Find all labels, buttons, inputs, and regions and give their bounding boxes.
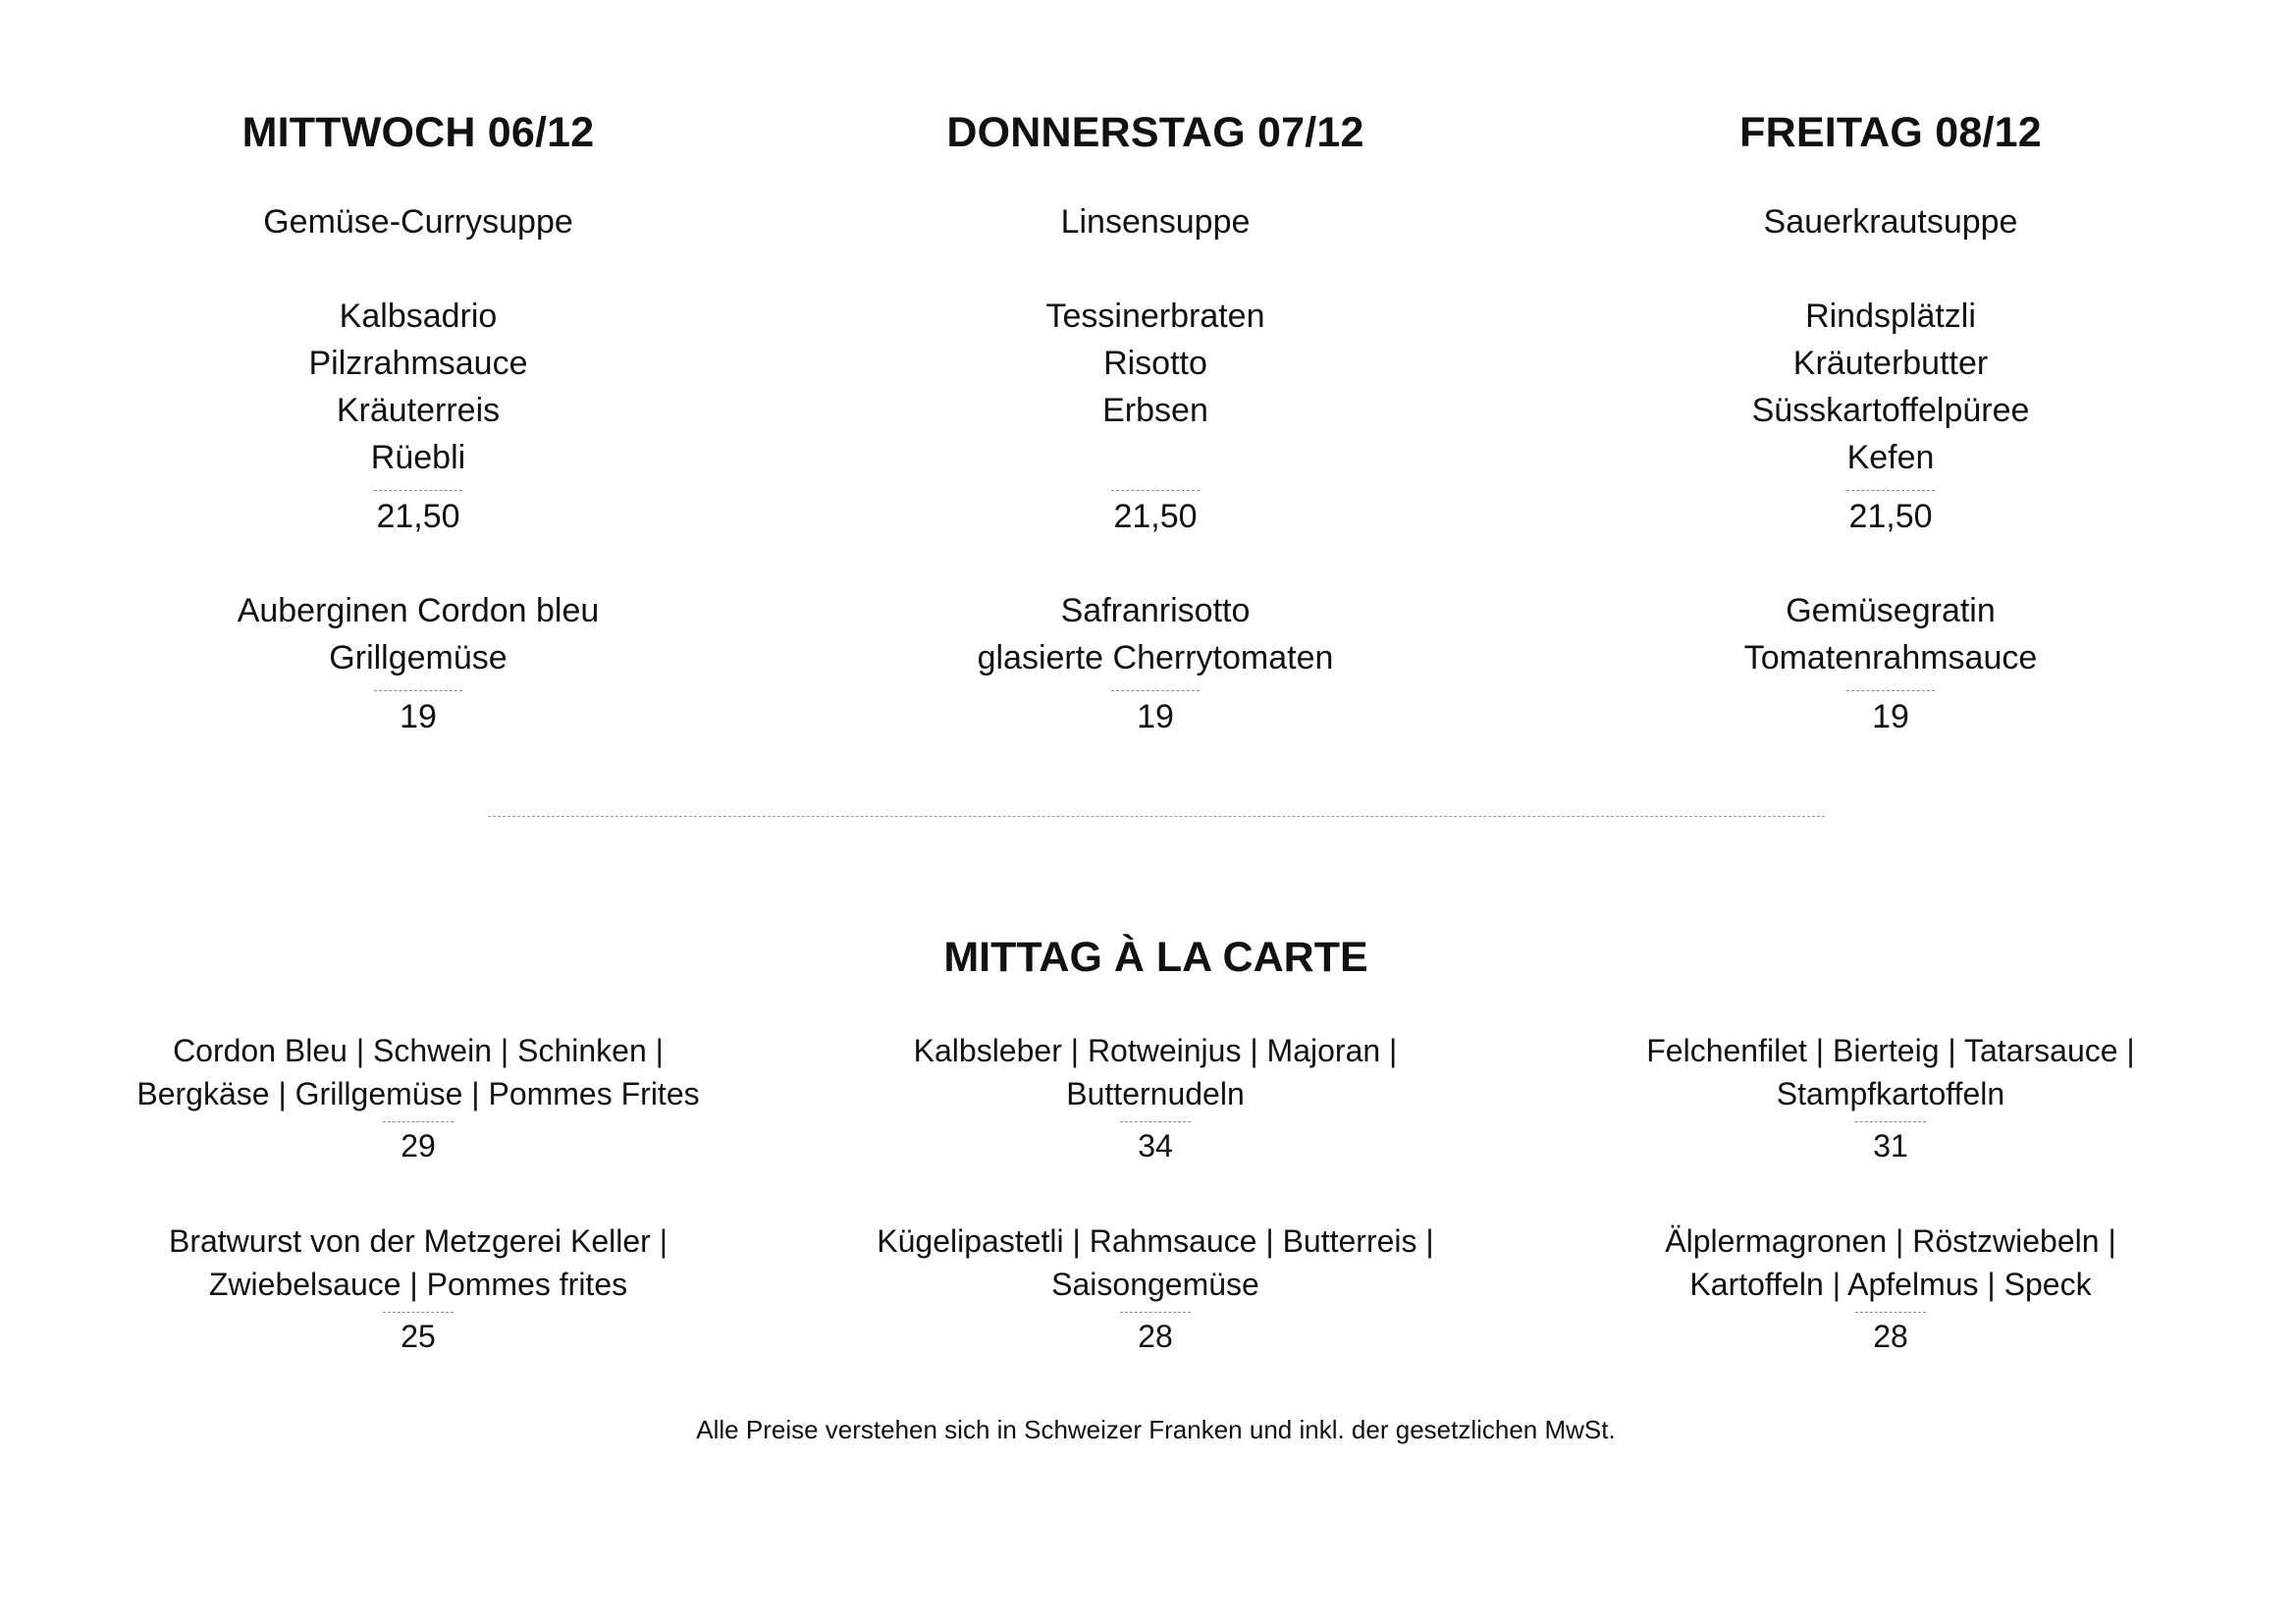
price-divider — [374, 490, 462, 491]
dish-line: Rüebli — [370, 439, 466, 476]
dish-line: Gemüsegratin — [1786, 592, 1996, 629]
carte-item — [1518, 1219, 2264, 1410]
carte-column-3 — [1518, 1029, 2264, 1410]
menu-1 — [45, 293, 791, 540]
dish-line: Auberginen Cordon bleu — [237, 592, 600, 629]
carte-item — [45, 1029, 791, 1219]
carte-item — [1518, 1029, 2264, 1219]
carte-item — [782, 1029, 1528, 1219]
price-divider — [1855, 1312, 1926, 1313]
menu-2 — [45, 587, 791, 740]
price-divider — [383, 1312, 454, 1313]
menu-price: 21,50 — [376, 498, 460, 535]
dish-line: glasierte Cherrytomaten — [977, 639, 1334, 677]
carte-line: Kartoffeln | Apfelmus | Speck — [1689, 1267, 2092, 1302]
section-divider — [488, 816, 1825, 817]
carte-line: Kügelipastetli | Rahmsauce | Butterreis | — [877, 1223, 1434, 1259]
dish-line — [782, 434, 1528, 481]
dish-line: Kalbsadrio — [339, 298, 498, 335]
carte-line: Stampfkartoffeln — [1776, 1076, 2005, 1111]
carte-column-2 — [782, 1029, 1528, 1410]
dish-line: Pilzrahmsauce — [308, 345, 528, 382]
carte-price: 25 — [400, 1319, 436, 1354]
menu-price: 19 — [400, 698, 437, 735]
day-column-friday — [1518, 98, 2264, 740]
menu-price: 21,50 — [1113, 498, 1198, 535]
carte-line: Cordon Bleu | Schwein | Schinken | — [173, 1033, 664, 1068]
dish-line: Kefen — [1846, 439, 1935, 476]
weekly-menu — [0, 98, 2296, 766]
price-divider — [1120, 1121, 1191, 1122]
carte-item — [782, 1219, 1528, 1410]
price-divider — [1120, 1312, 1191, 1313]
carte-column-1 — [45, 1029, 791, 1410]
dish-line: Tessinerbraten — [1045, 298, 1265, 335]
price-divider — [1846, 490, 1935, 491]
day-title: FREITAG 08/12 — [1739, 109, 2042, 156]
soup: Linsensuppe — [1060, 203, 1251, 241]
dish-line: Safranrisotto — [1060, 592, 1251, 629]
carte-price: 34 — [1138, 1128, 1173, 1164]
price-divider — [1111, 490, 1200, 491]
carte-line: Älplermagronen | Röstzwiebeln | — [1665, 1223, 2116, 1259]
carte-line: Saisongemüse — [1051, 1267, 1259, 1302]
menu-price: 21,50 — [1848, 498, 1933, 535]
menu-price: 19 — [1872, 698, 1909, 735]
carte-line: Kalbsleber | Rotweinjus | Majoran | — [913, 1033, 1398, 1068]
carte-line: Butternudeln — [1066, 1076, 1245, 1111]
day-title: MITTWOCH 06/12 — [241, 109, 595, 156]
dish-line: Kräuterbutter — [1792, 345, 1989, 382]
dish-line: Grillgemüse — [329, 639, 507, 677]
menu-1 — [1518, 293, 2264, 540]
menu-2 — [782, 587, 1528, 740]
dish-line: Tomatenrahmsauce — [1743, 639, 2038, 677]
price-footnote: Alle Preise verstehen sich in Schweizer Franken und inkl. der gesetzlichen MwSt. — [696, 1415, 1616, 1444]
day-column-thursday — [782, 98, 1528, 740]
soup: Sauerkrautsuppe — [1763, 203, 2018, 241]
carte-price: 28 — [1138, 1319, 1173, 1354]
carte-title: MITTAG À LA CARTE — [943, 934, 1368, 981]
carte-line: Felchenfilet | Bierteig | Tatarsauce | — [1646, 1033, 2135, 1068]
carte-price: 29 — [400, 1128, 436, 1164]
dish-line: Kräuterreis — [336, 392, 501, 429]
carte-line: Bergkäse | Grillgemüse | Pommes Frites — [136, 1076, 700, 1111]
carte-item — [45, 1219, 791, 1410]
dish-line: Rindsplätzli — [1805, 298, 1976, 335]
price-divider — [1846, 690, 1935, 691]
carte-line: Zwiebelsauce | Pommes frites — [208, 1267, 628, 1302]
price-divider — [1111, 690, 1200, 691]
carte-line: Bratwurst von der Metzgerei Keller | — [168, 1223, 668, 1259]
price-divider — [383, 1121, 454, 1122]
price-divider — [374, 690, 462, 691]
price-divider — [1855, 1121, 1926, 1122]
dish-line: Erbsen — [1102, 392, 1208, 429]
day-column-wednesday — [45, 98, 791, 740]
carte-price: 31 — [1873, 1128, 1908, 1164]
menu-price: 19 — [1137, 698, 1174, 735]
dish-line: Risotto — [1103, 345, 1207, 382]
menu-1 — [782, 293, 1528, 540]
day-title: DONNERSTAG 07/12 — [946, 109, 1364, 156]
carte-price: 28 — [1873, 1319, 1908, 1354]
soup: Gemüse-Currysuppe — [263, 203, 573, 241]
dish-line: Süsskartoffelpüree — [1751, 392, 2030, 429]
menu-2 — [1518, 587, 2264, 740]
